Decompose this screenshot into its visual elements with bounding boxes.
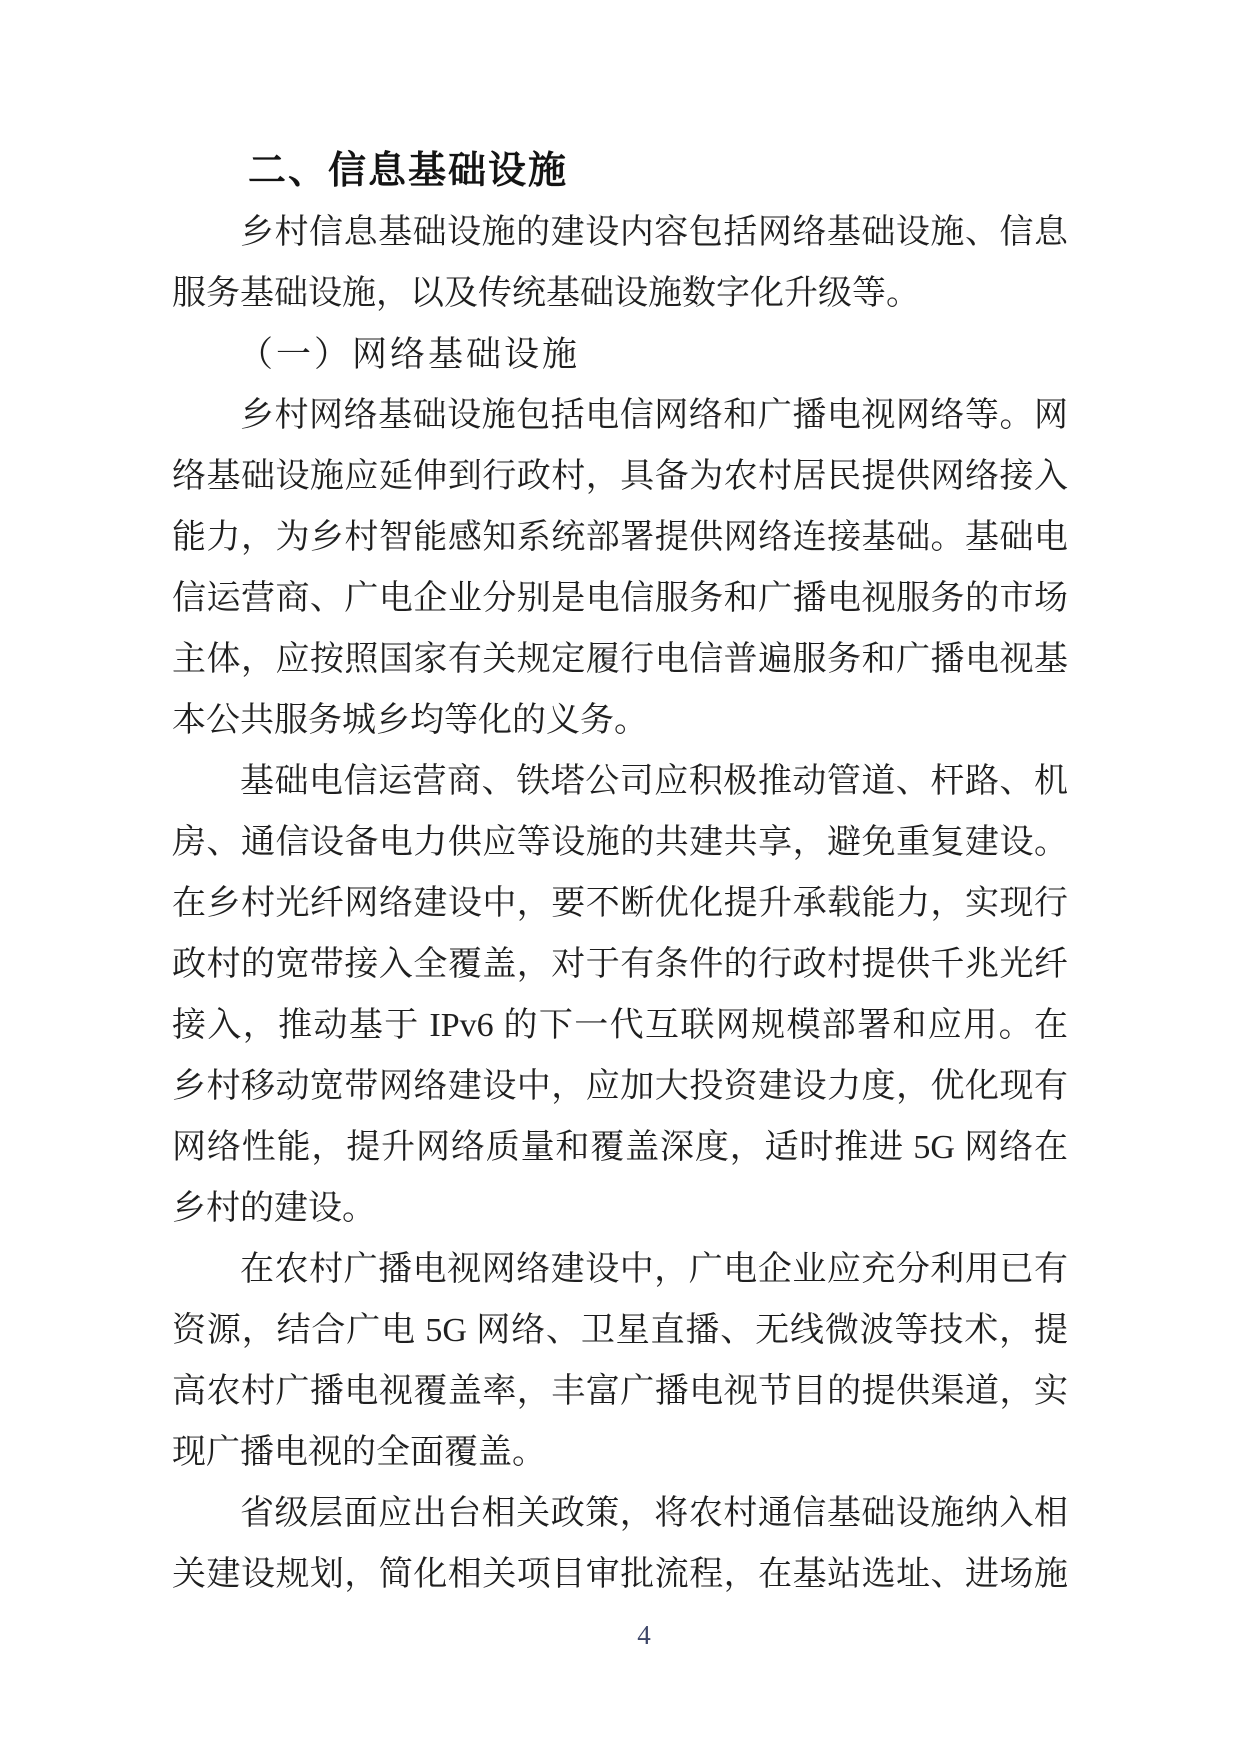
subsection-heading: （一）网络基础设施 [238,335,581,374]
text-line: 本公共服务城乡均等化的义务。 [172,702,648,739]
text-line: 在农村广播电视网络建设中，广电企业应充分利用已有 [240,1251,1068,1288]
text-line: 乡村网络基础设施包括电信网络和广播电视网络等。网 [240,397,1068,434]
text-line: 主体，应按照国家有关规定履行电信普遍服务和广播电视基 [172,641,1068,678]
document-body [172,141,1068,1605]
text-line: 络基础设施应延伸到行政村，具备为农村居民提供网络接入 [172,458,1068,495]
text-line: 政村的宽带接入全覆盖，对于有条件的行政村提供千兆光纤 [172,946,1068,983]
text-line: 能力，为乡村智能感知系统部署提供网络连接基础。基础电 [172,519,1068,556]
section-heading: 二、信息基础设施 [248,150,569,192]
text-line: 服务基础设施，以及传统基础设施数字化升级等。 [172,275,920,312]
text-line: 乡村移动宽带网络建设中，应加大投资建设力度，优化现有 [172,1068,1068,1105]
text-line: 关建设规划，简化相关项目审批流程，在基站选址、进场施 [172,1556,1068,1593]
text-line: 在乡村光纤网络建设中，要不断优化提升承载能力，实现行 [172,885,1068,922]
text-line: 信运营商、广电企业分别是电信服务和广播电视服务的市场 [172,580,1068,617]
text-line: 基础电信运营商、铁塔公司应积极推动管道、杆路、机 [240,763,1068,800]
text-line: 高农村广播电视覆盖率，丰富广播电视节目的提供渠道，实 [172,1373,1068,1410]
text-line: 乡村的建设。 [172,1190,376,1227]
text-line: 乡村信息基础设施的建设内容包括网络基础设施、信息 [240,214,1068,251]
text-line: 现广播电视的全面覆盖。 [172,1434,546,1471]
text-line: 网络性能，提升网络质量和覆盖深度，适时推进 5G 网络在 [172,1129,1068,1166]
text-line: 接入，推动基于 IPv6 的下一代互联网规模部署和应用。在 [172,1007,1068,1044]
page-number: 4 [637,1620,651,1650]
text-line: 资源，结合广电 5G 网络、卫星直播、无线微波等技术，提 [172,1312,1068,1349]
text-line: 省级层面应出台相关政策，将农村通信基础设施纳入相 [240,1495,1068,1532]
text-line: 房、通信设备电力供应等设施的共建共享，避免重复建设。 [172,824,1068,861]
